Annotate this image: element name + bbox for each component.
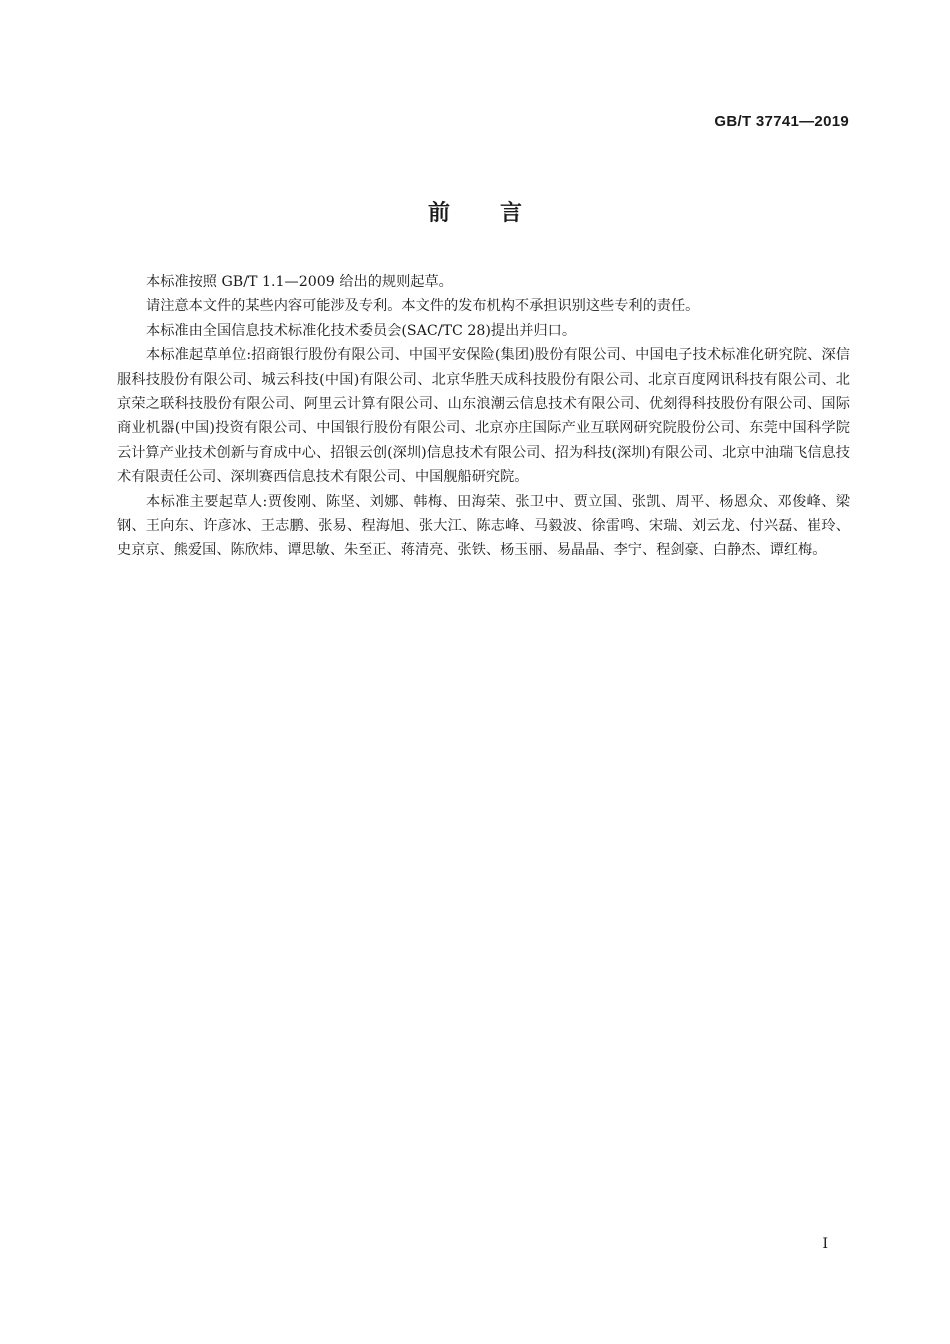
foreword-body — [117, 270, 850, 563]
paragraph-drafting-rules: 本标准按照 GB/T 1.1—2009 给出的规则起草。 — [146, 274, 453, 290]
standard-number: GB/T 37741—2019 — [714, 113, 849, 130]
paragraph-drafting-units: 本标准起草单位:招商银行股份有限公司、中国平安保险(集团)股份有限公司、中国电子技术标准化研究院、深信服科技股份有限公司、城云科技(中国)有限公司、北京华胜天成科技股份有限公司、北京百度网讯科技有限公司、北京荣之联科技股份有限公司、阿里云计算有限公司、山东浪潮云信息技术有限公司、优刻得科技股份有限公司、国际商业机器(中国)投资有限公司、中国银行股份有限公司、北京亦庄国际产业互联网研究院股份公司、东莞中国科学院云计算产业技术创新与育成中心、招银云创(深圳)信息技术有限公司、招为科技(深圳)有限公司、北京中油瑞飞信息技术有限责任公司、深圳赛西信息技术有限公司、中国舰船研究院。 — [117, 347, 850, 486]
paragraph-proposer: 本标准由全国信息技术标准化技术委员会(SAC/TC 28)提出并归口。 — [146, 322, 577, 339]
paragraph-patent-notice: 请注意本文件的某些内容可能涉及专利。本文件的发布机构不承担识别这些专利的责任。 — [146, 298, 700, 315]
paragraph-drafters: 本标准主要起草人:贾俊刚、陈坚、刘娜、韩梅、田海荣、张卫中、贾立国、张凯、周平、杨恩众、邓俊峰、梁钢、王向东、许彦冰、王志鹏、张易、程海旭、张大江、陈志峰、马毅波、徐雷鸣、宋瑞、刘云龙、付兴磊、崔玲、史京京、熊爱国、陈欣炜、谭思敏、朱至正、蒋清亮、张铁、杨玉丽、易晶晶、李宁、程剑豪、白静杰、谭红梅。 — [117, 493, 850, 559]
page-title: 前言 — [427, 201, 572, 226]
page-number: I — [822, 1236, 828, 1252]
